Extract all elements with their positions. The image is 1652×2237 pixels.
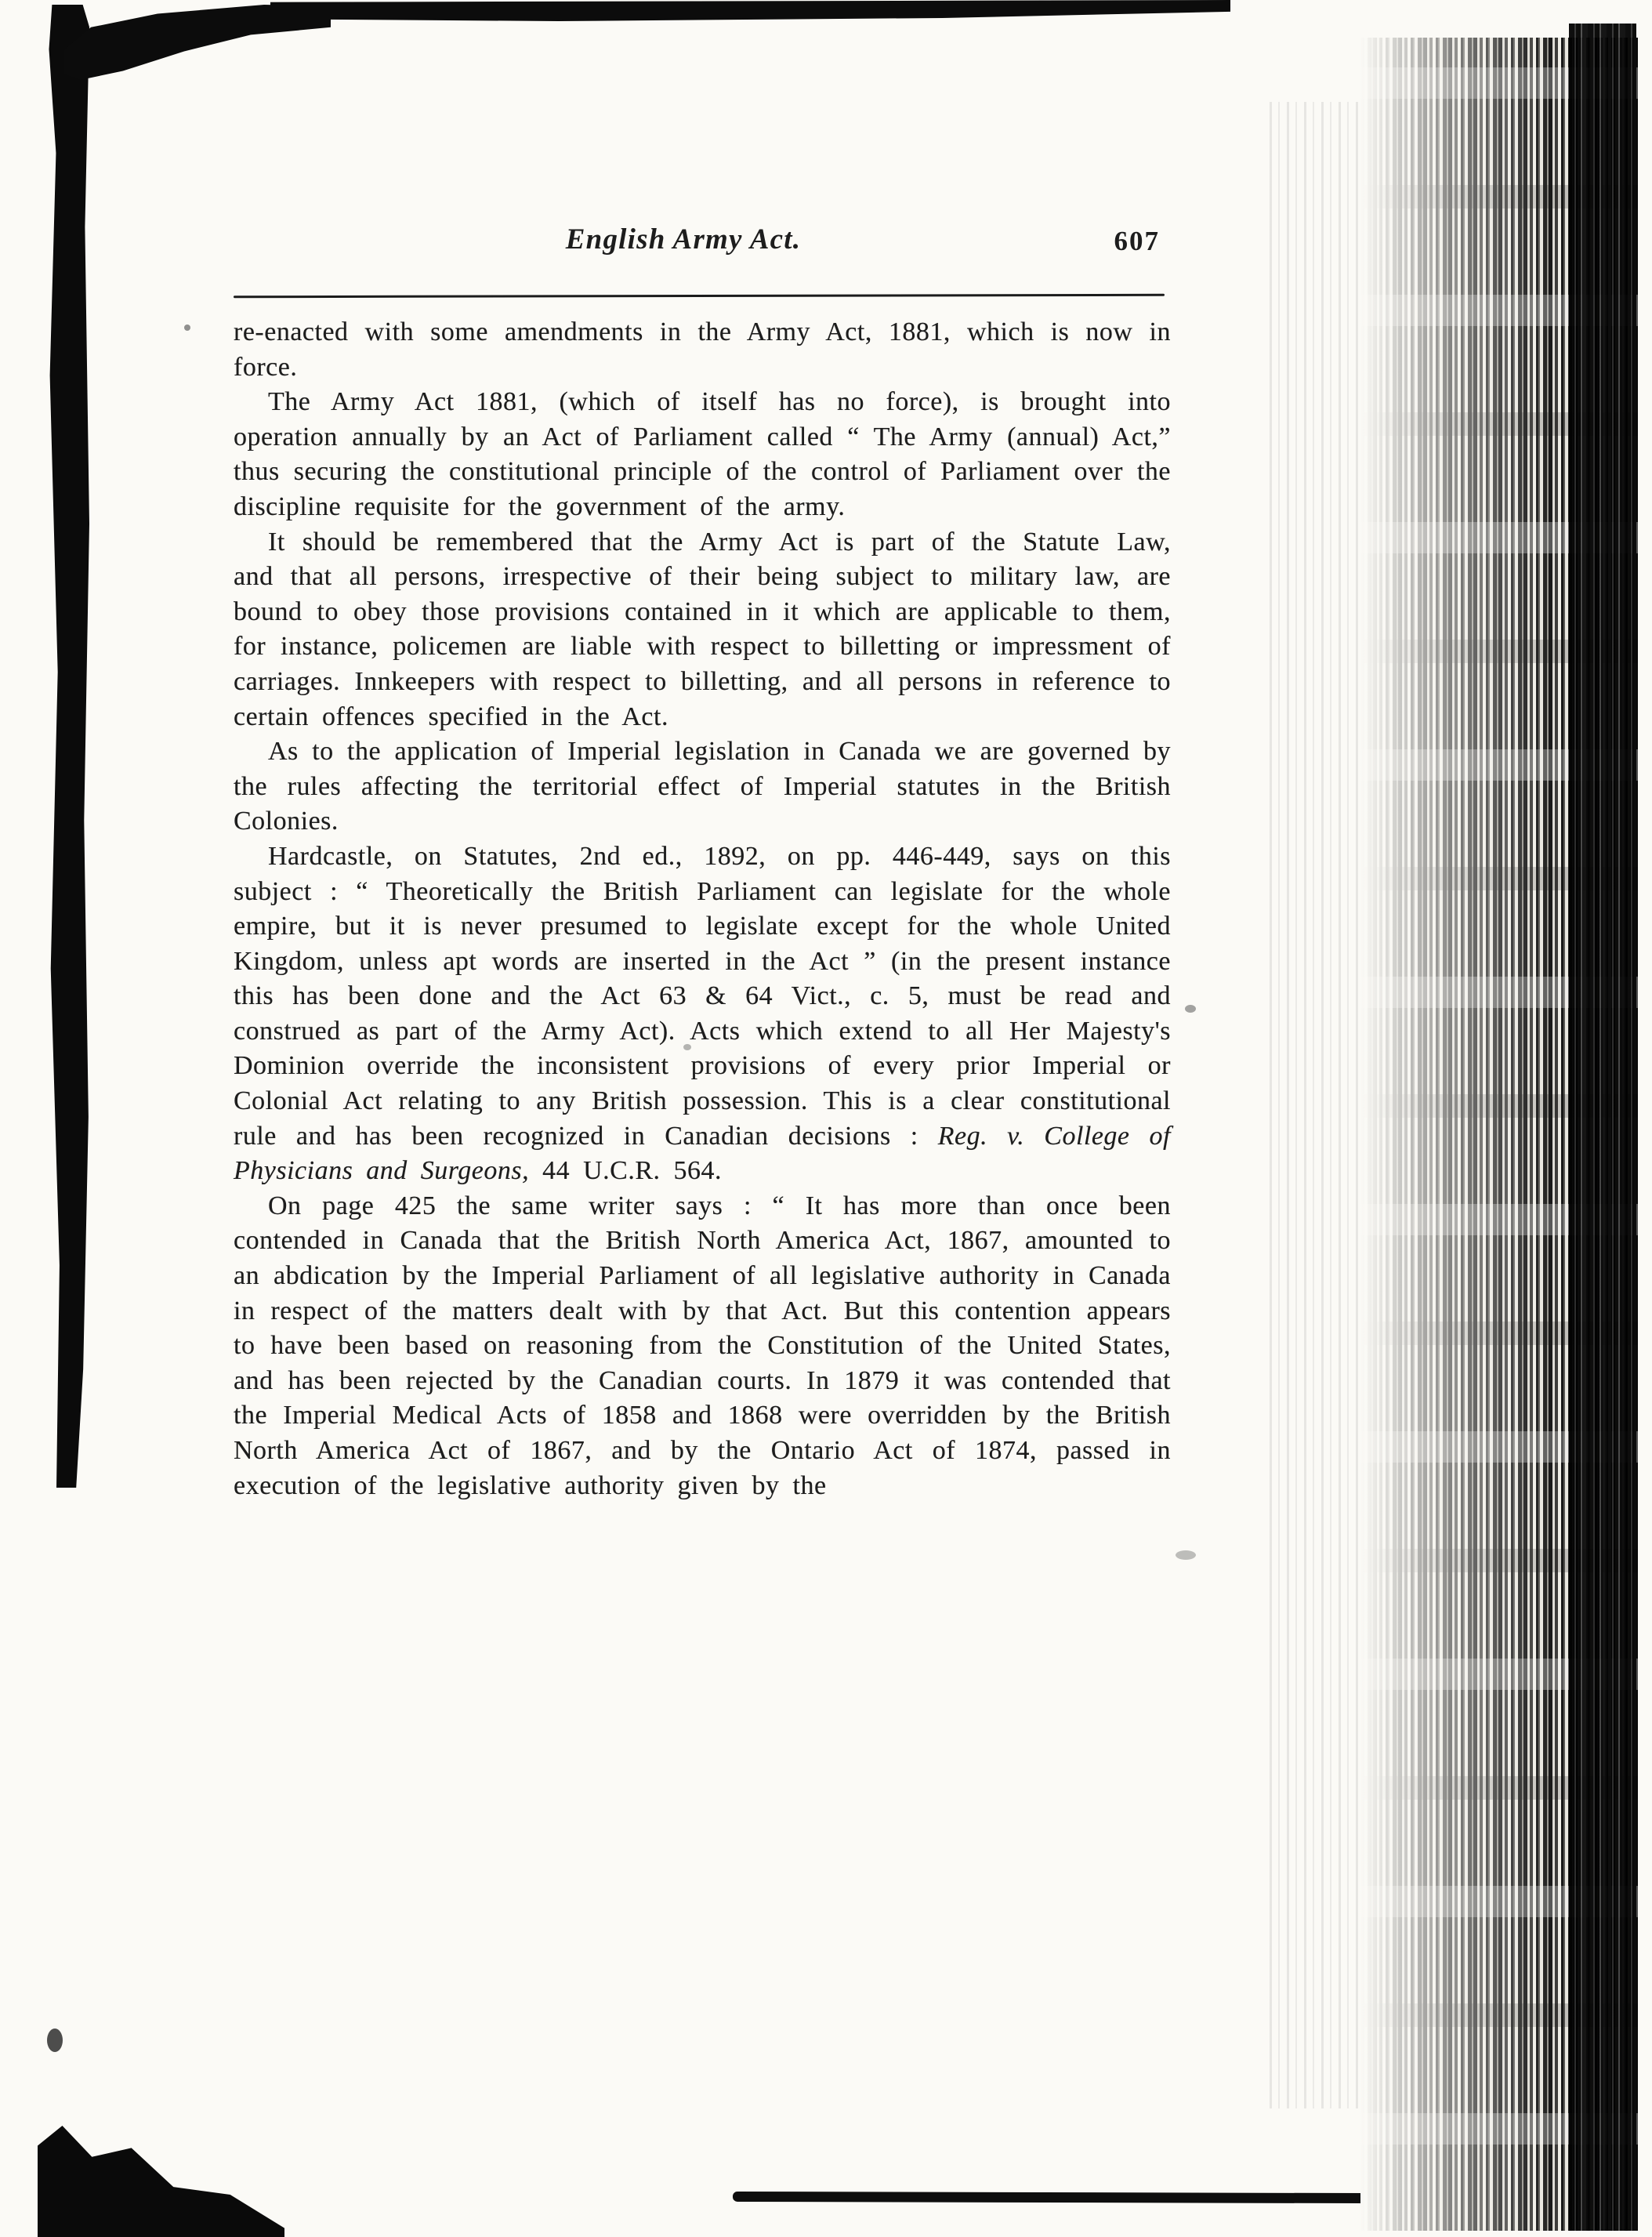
case-citation: Reg. v. College of Physicians and Surgeons, [234,1121,1172,1186]
paragraph-text: As to the application of Imperial legislation in Canada we are governed by the rules affecting the territorial effect of Imperial statutes in the British Colonies. [234,737,1171,836]
running-title: English Army Act. [565,223,802,256]
paragraph-1 [234,315,1171,385]
paragraph-text: re-enacted with some amendments in the Army Act, 1881, which is now in force. [234,317,1171,382]
page-number: 607 [1114,226,1160,256]
scan-left-speck [47,2029,63,2052]
scan-speck [1185,1005,1196,1013]
paragraph-2 [234,385,1171,524]
scan-top-edge-bar [270,0,1230,21]
scan-right-gutter-dark-core [1569,24,1636,2231]
paragraph-4 [234,734,1171,839]
paragraph-text: It should be remembered that the Army Act is part of the Statute Law, and that all persons, irrespective of their being subject to military law, are bound to obey those provisions contained in it which are applicable to them, for instance, policemen are liable with respect to billetting or impressment of carriages. Innkeepers with respect to billetting, and all persons in reference to certain offences specified in the Act. [234,527,1171,731]
paragraph-3 [234,525,1171,735]
paragraph-text: The Army Act 1881, (which of itself has no force), is brought into operation annually by an Act of Parliament called “ The Army (annual) Act,” thus securing the constitutional principle of the control of Parliament over the discipline requisite for the government of the army. [234,387,1171,521]
page-header [234,223,1171,273]
paragraph-text: On page 425 the same writer says : “ It has more than once been contended in Canada that the British North America Act, 1867, amounted to an abdication by the Imperial Parliament of all legislative authority in Canada in respect of the matters dealt with by that Act. But this contention appears to have been based on reasoning from the Constitution of the United States, and has been rejected by the Canadian courts. In 1879 it was contended that the Imperial Medical Acts of 1858 and 1868 were overridden by the British North America Act of 1867, and by the Ontario Act of 1874, passed in execution of the legislative authority given by the [234,1191,1171,1500]
paragraph-6 [234,1189,1171,1503]
scan-top-left-stroke [64,5,331,80]
body-text-column [234,315,1171,1503]
scan-left-edge-bar [45,5,89,1488]
scan-speck [184,324,190,331]
paragraph-text: Hardcastle, on Statutes, 2nd ed., 1892, on pp. 446-449, says on this subject : “ Theoretically the British Parliament can legislate for the whole empire, but it is never presumed to legislate except for the whole United Kingdom, unless apt words are inserted in the Act ” (in the present instance this has been done and the Act 63 & 64 Vict., c. 5, must be read and construed as part of the Army Act). Acts which extend to all Her Majesty's Dominion override the inconsistent provisions of every prior Imperial or Colonial Act relating to any British possession. This is a clear constitutional rule and has been recognized in Canadian decisions : [234,841,1171,1151]
scan-bottom-left-blob [38,2126,284,2237]
header-rule [234,294,1165,298]
paragraph-5 [234,839,1171,1189]
paragraph-text: 44 U.C.R. 564. [529,1156,723,1186]
scan-bottom-edge-bar [733,2192,1369,2203]
scan-speck [1176,1550,1196,1560]
scan-gutter-faint-streaks [1270,102,1364,2108]
